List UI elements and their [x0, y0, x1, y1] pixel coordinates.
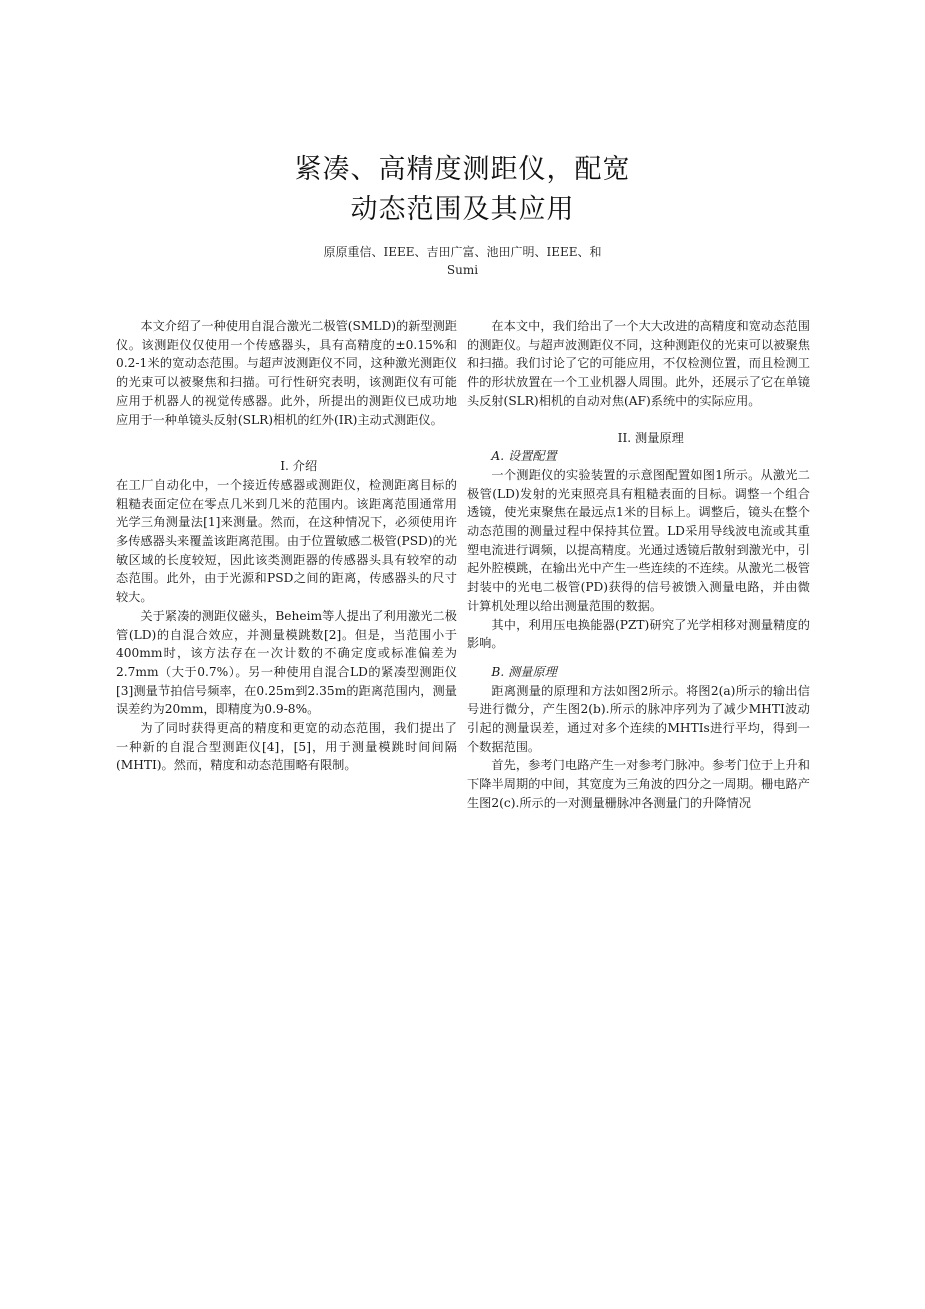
measurement-paragraph-2: 首先，参考门电路产生一对参考门脉冲。参考门位于上升和下降半周期的中间，其宽度为三角波的四分之一周期。栅电路产生图2(c).所示的一对测量栅脉冲各测量门的升降情况: [467, 758, 810, 810]
measurement-paragraph-1: 距离测量的原理和方法如图2所示。将图2(a)所示的输出信号进行微分，产生图2(b).所示的脉冲序列为了减少MHTI波动引起的测量误差，通过对多个连续的MHTIs进行平均，得到一个数据范围。: [467, 683, 810, 754]
title-line-1: 紧凑、高精度测距仪，配宽: [294, 154, 631, 185]
setup-paragraph-1: 一个测距仪的实验装置的示意图配置如图1所示。从激光二极管(LD)发射的光束照亮具有粗糙表面的目标。调整一个组合透镜，使光束聚焦在最远点1米的目标上。调整后，镜头在整个动态范围的测量过程中保持其位置。LD采用导线波电流或其重塑电流进行调频，以提高精度。光通过透镜后散射到激光中，引起外腔模跳，在输出光中产生一些连续的不连续。从激光二极管封装中的光电二极管(PD)获得的信号被馈入测量电路，并由微计算机处理以给出测量范围的数据。: [467, 467, 810, 613]
subsection-heading-measurement: B. 测量原理: [491, 664, 557, 679]
intro-paragraph-4: 在本文中，我们给出了一个大大改进的高精度和宽动态范围的测距仪。与超声波测距仪不同，这种测距仪的光束可以被聚焦和扫描。我们讨论了它的可能应用，不仅检测位置，而且检测工件的形状放置在一个工业机器人周围。此外，还展示了它在单镜头反射(SLR)相机的自动对焦(AF)系统中的实际应用。: [467, 319, 810, 408]
right-column: [467, 317, 810, 813]
subsection-heading-setup: A. 设置配置: [491, 449, 557, 464]
authors-line-1: 原原重信、IEEE、吉田广富、池田广明、IEEE、和: [323, 245, 602, 259]
section-heading-introduction: I. 介绍: [280, 459, 318, 474]
intro-paragraph-2: 关于紧凑的测距仪磁头，Beheim等人提出了利用激光二极管(LD)的自混合效应，并测量模跳数[2]。但是，当范围小于400mm时，该方法存在一次计数的不确定度或标准偏差为2.7mm（大于0.7%）。另一种使用自混合LD的紧凑型测距仪[3]测量节拍信号频率，在0.25m到2.35m的距离范围内，测量误差约为20mm，即精度为0.9-8%。: [116, 608, 457, 717]
paper-title: [0, 150, 925, 230]
title-line-2: 动态范围及其应用: [350, 194, 575, 225]
author-list: [0, 243, 925, 279]
abstract-paragraph: 本文介绍了一种使用自混合激光二极管(SMLD)的新型测距仪。该测距仪仅使用一个传感器头，具有高精度的±0.15%和0.2-1米的宽动态范围。与超声波测距仪不同，这种激光测距仪的光束可以被聚焦和扫描。可行性研究表明，该测距仪有可能应用于机器人的视觉传感器。此外，所提出的测距仪已成功地应用于一种单镜头反射(SLR)相机的红外(IR)主动式测距仪。: [116, 319, 457, 427]
setup-paragraph-2: 其中，利用压电换能器(PZT)研究了光学相移对测量精度的影响。: [467, 617, 810, 651]
left-column: [116, 317, 457, 775]
intro-paragraph-1: 在工厂自动化中，一个接近传感器或测距仪，检测距离目标的粗糙表面定位在零点几米到几米的范围内。该距离范围通常用光学三角测量法[1]来测量。然而，在这种情况下，必须使用许多传感器头来覆盖该距离范围。由于位置敏感二极管(PSD)的光敏区域的长度较短，因此该类测距器的传感器头具有较窄的动态范围。此外，由于光源和PSD之间的距离，传感器头的尺寸较大。: [116, 477, 457, 605]
authors-line-2: Sumi: [446, 263, 479, 277]
intro-paragraph-3: 为了同时获得更高的精度和更宽的动态范围，我们提出了一种新的自混合型测距仪[4]，[5]，用于测量模跳时间间隔(MHTI)。然而，精度和动态范围略有限制。: [116, 721, 457, 773]
section-heading-principle: II. 测量原理: [617, 430, 684, 445]
